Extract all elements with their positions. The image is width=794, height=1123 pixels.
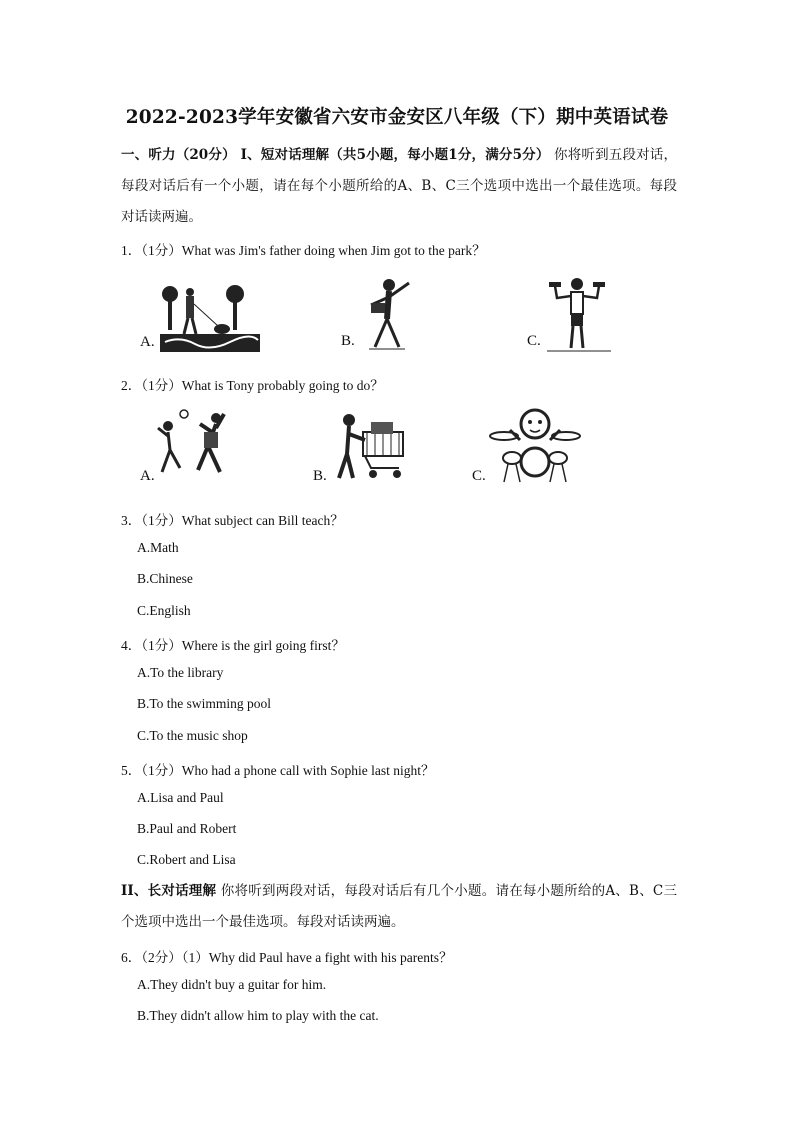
question-1-text: 1．（1分）What was Jim's father doing when Jim got to the park？: [121, 243, 486, 258]
option-label: B.: [341, 333, 355, 349]
question-3-option-b[interactable]: B.Chinese: [137, 571, 193, 586]
question-3-option-c[interactable]: C.English: [137, 603, 191, 618]
question-5-option-b[interactable]: B.Paul and Robert: [137, 821, 237, 836]
question-5-text: 5．（1分）Who had a phone call with Sophie last night？: [121, 763, 435, 778]
question-4-option-a[interactable]: A.To the library: [137, 665, 224, 680]
option-label: C.: [527, 333, 541, 349]
section-2-heading: II、长对话理解: [121, 883, 217, 899]
page-title: 2022-2023学年安徽省六安市金安区八年级（下）期中英语试卷: [125, 107, 669, 128]
question-4-text: 4．（1分）Where is the girl going first？: [121, 638, 345, 653]
question-4-option-c[interactable]: C.To the music shop: [137, 728, 248, 743]
question-5-option-a[interactable]: A.Lisa and Paul: [137, 790, 224, 805]
option-label: B.: [313, 468, 327, 484]
question-5-option-c[interactable]: C.Robert and Lisa: [137, 852, 236, 867]
section-1-instruction: 你将听到五段对话，每段对话后有一个小题，请在每个小题所给的A、B、C三个选项中选出一个最佳选项。每段对话读两遍。: [121, 147, 678, 225]
man-lifting-dumbbells-picture: [547, 276, 611, 354]
question-6-option-b[interactable]: B.They didn't allow him to play with the cat.: [137, 1008, 379, 1023]
shopping-cart-picture: [331, 410, 411, 482]
section-2-instruction: 你将听到两段对话，每段对话后有几个小题。请在每小题所给的A、B、C三个选项中选出一个最佳选项。每段对话读两遍。: [121, 883, 677, 930]
question-2-text: 2．（1分）What is Tony probably going to do？: [121, 378, 384, 393]
section-1-heading: 一、听力（20分） I、短对话理解（共5小题，每小题1分，满分5分）: [121, 147, 550, 163]
section-2-intro: [121, 876, 677, 938]
question-3-option-a[interactable]: A.Math: [137, 540, 179, 555]
question-6-text: 6．（2分）（1）Why did Paul have a fight with his parents？: [121, 950, 453, 965]
question-3-text: 3．（1分）What subject can Bill teach？: [121, 513, 344, 528]
question-4-option-b[interactable]: B.To the swimming pool: [137, 696, 272, 711]
man-walking-dog-park-picture: [160, 282, 260, 354]
option-label: A.: [140, 334, 155, 350]
option-label: C.: [472, 468, 486, 484]
question-6-option-a[interactable]: A.They didn't buy a guitar for him.: [137, 977, 327, 992]
man-dancing-picture: [365, 275, 425, 353]
playing-volleyball-picture: [154, 410, 234, 482]
girl-playing-drums-picture: [490, 406, 580, 486]
option-label: A.: [140, 468, 155, 484]
section-1-intro: [121, 140, 677, 233]
